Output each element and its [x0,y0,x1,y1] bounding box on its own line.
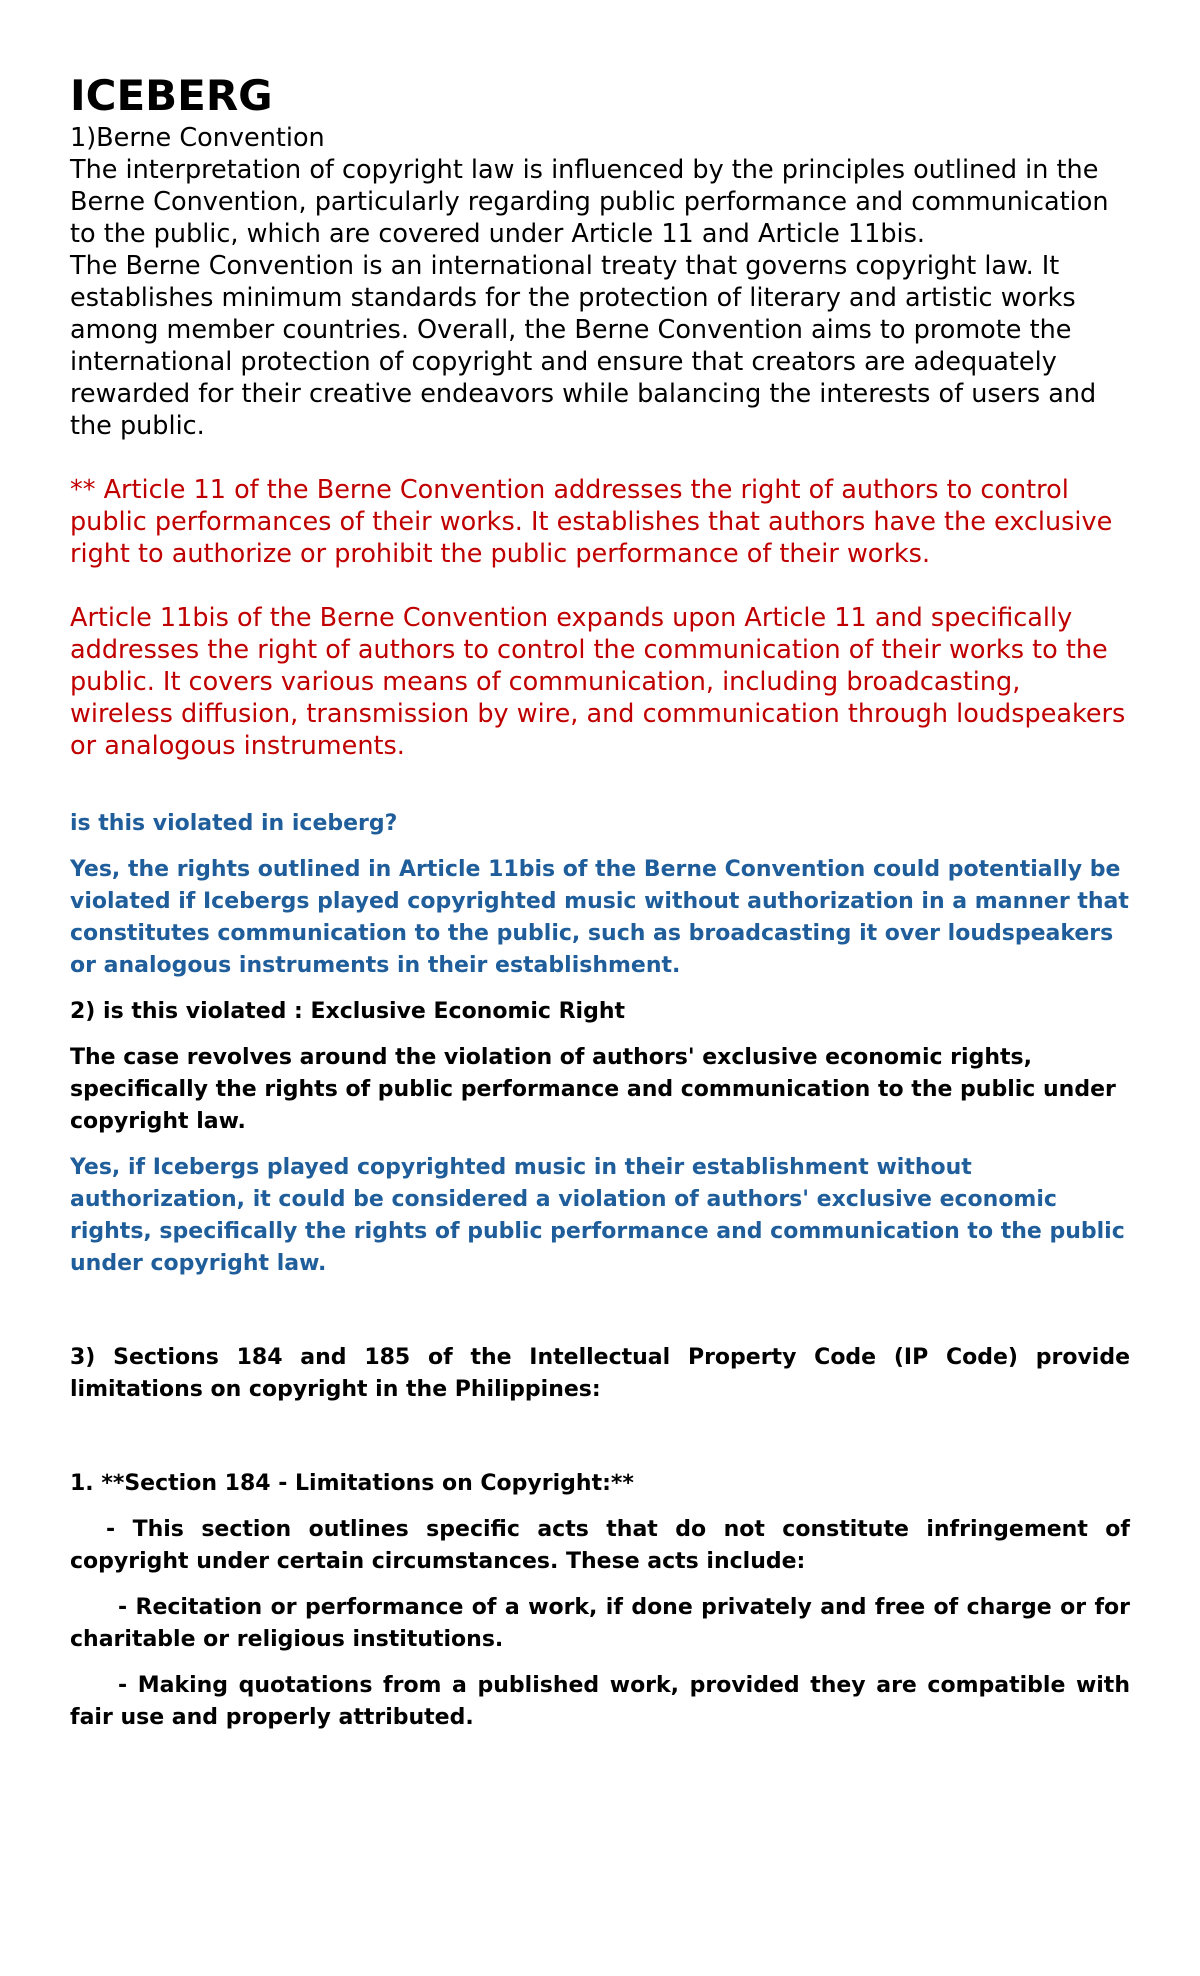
section184-heading: 1. **Section 184 - Limitations on Copyright:** [70,1471,634,1496]
section3-heading: 3) Sections 184 and 185 of the Intellectual Property Code (IP Code) provide limitations on copyright in the Philippines: [70,1345,1130,1402]
section184-intro: - This section outlines specific acts that do not constitute infringement of copyright under certain circumstances. These acts include: [70,1517,1130,1574]
section2-answer: Yes, if Icebergs played copyrighted music in their establishment without authorization, it could be considered a violation of authors' exclusive economic rights, specifically the rights of public performance and communication to the public under copyright law. [70,1155,1125,1276]
section1-answer: Yes, the rights outlined in Article 11bis of the Berne Convention could potentially be violated if Icebergs played copyrighted music without authorization in a manner that constitutes communication to the public, such as broadcasting it over loudspeakers or analogous instruments in their establishment. [70,857,1129,978]
article-11-paragraph: ** Article 11 of the Berne Convention addresses the right of authors to control public performances of their works. It establishes that authors have the exclusive right to authorize or prohibit the public performance of their works. [70,475,1113,569]
article-11bis-paragraph: Article 11bis of the Berne Convention expands upon Article 11 and specifically addresses the right of authors to control the communication of their works to the public. It covers various means of communication, including broadcasting, wireless diffusion, transmission by wire, and communication through loudspeakers or analogous instruments. [70,603,1126,761]
section1-heading: 1)Berne Convention [70,123,325,153]
document-title: ICEBERG [70,71,273,120]
section1-paragraph-1: The interpretation of copyright law is influenced by the principles outlined in the Berne Convention, particularly regarding public performance and communication to the public, which are covered under Article 11 and Article 11bis. [70,155,1109,249]
section184-bullet-1: - Recitation or performance of a work, if done privately and free of charge or for charitable or religious institutions. [70,1595,1130,1652]
section1-question: is this violated in iceberg? [70,811,398,836]
section184-bullet-2: - Making quotations from a published work, provided they are compatible with fair use and properly attributed. [70,1673,1130,1730]
section2-paragraph: The case revolves around the violation of authors' exclusive economic rights, specifically the rights of public performance and communication to the public under copyright law. [70,1045,1116,1134]
section1-paragraph-2: The Berne Convention is an international treaty that governs copyright law. It establishes minimum standards for the protection of literary and artistic works among member countries. Overall, the Berne Convention aims to promote the international protection of copyright and ensure that creators are adequately rewarded for their creative endeavors while balancing the interests of users and the public. [70,251,1097,441]
section2-heading: 2) is this violated : Exclusive Economic Right [70,999,626,1024]
document-page [70,70,1130,1734]
